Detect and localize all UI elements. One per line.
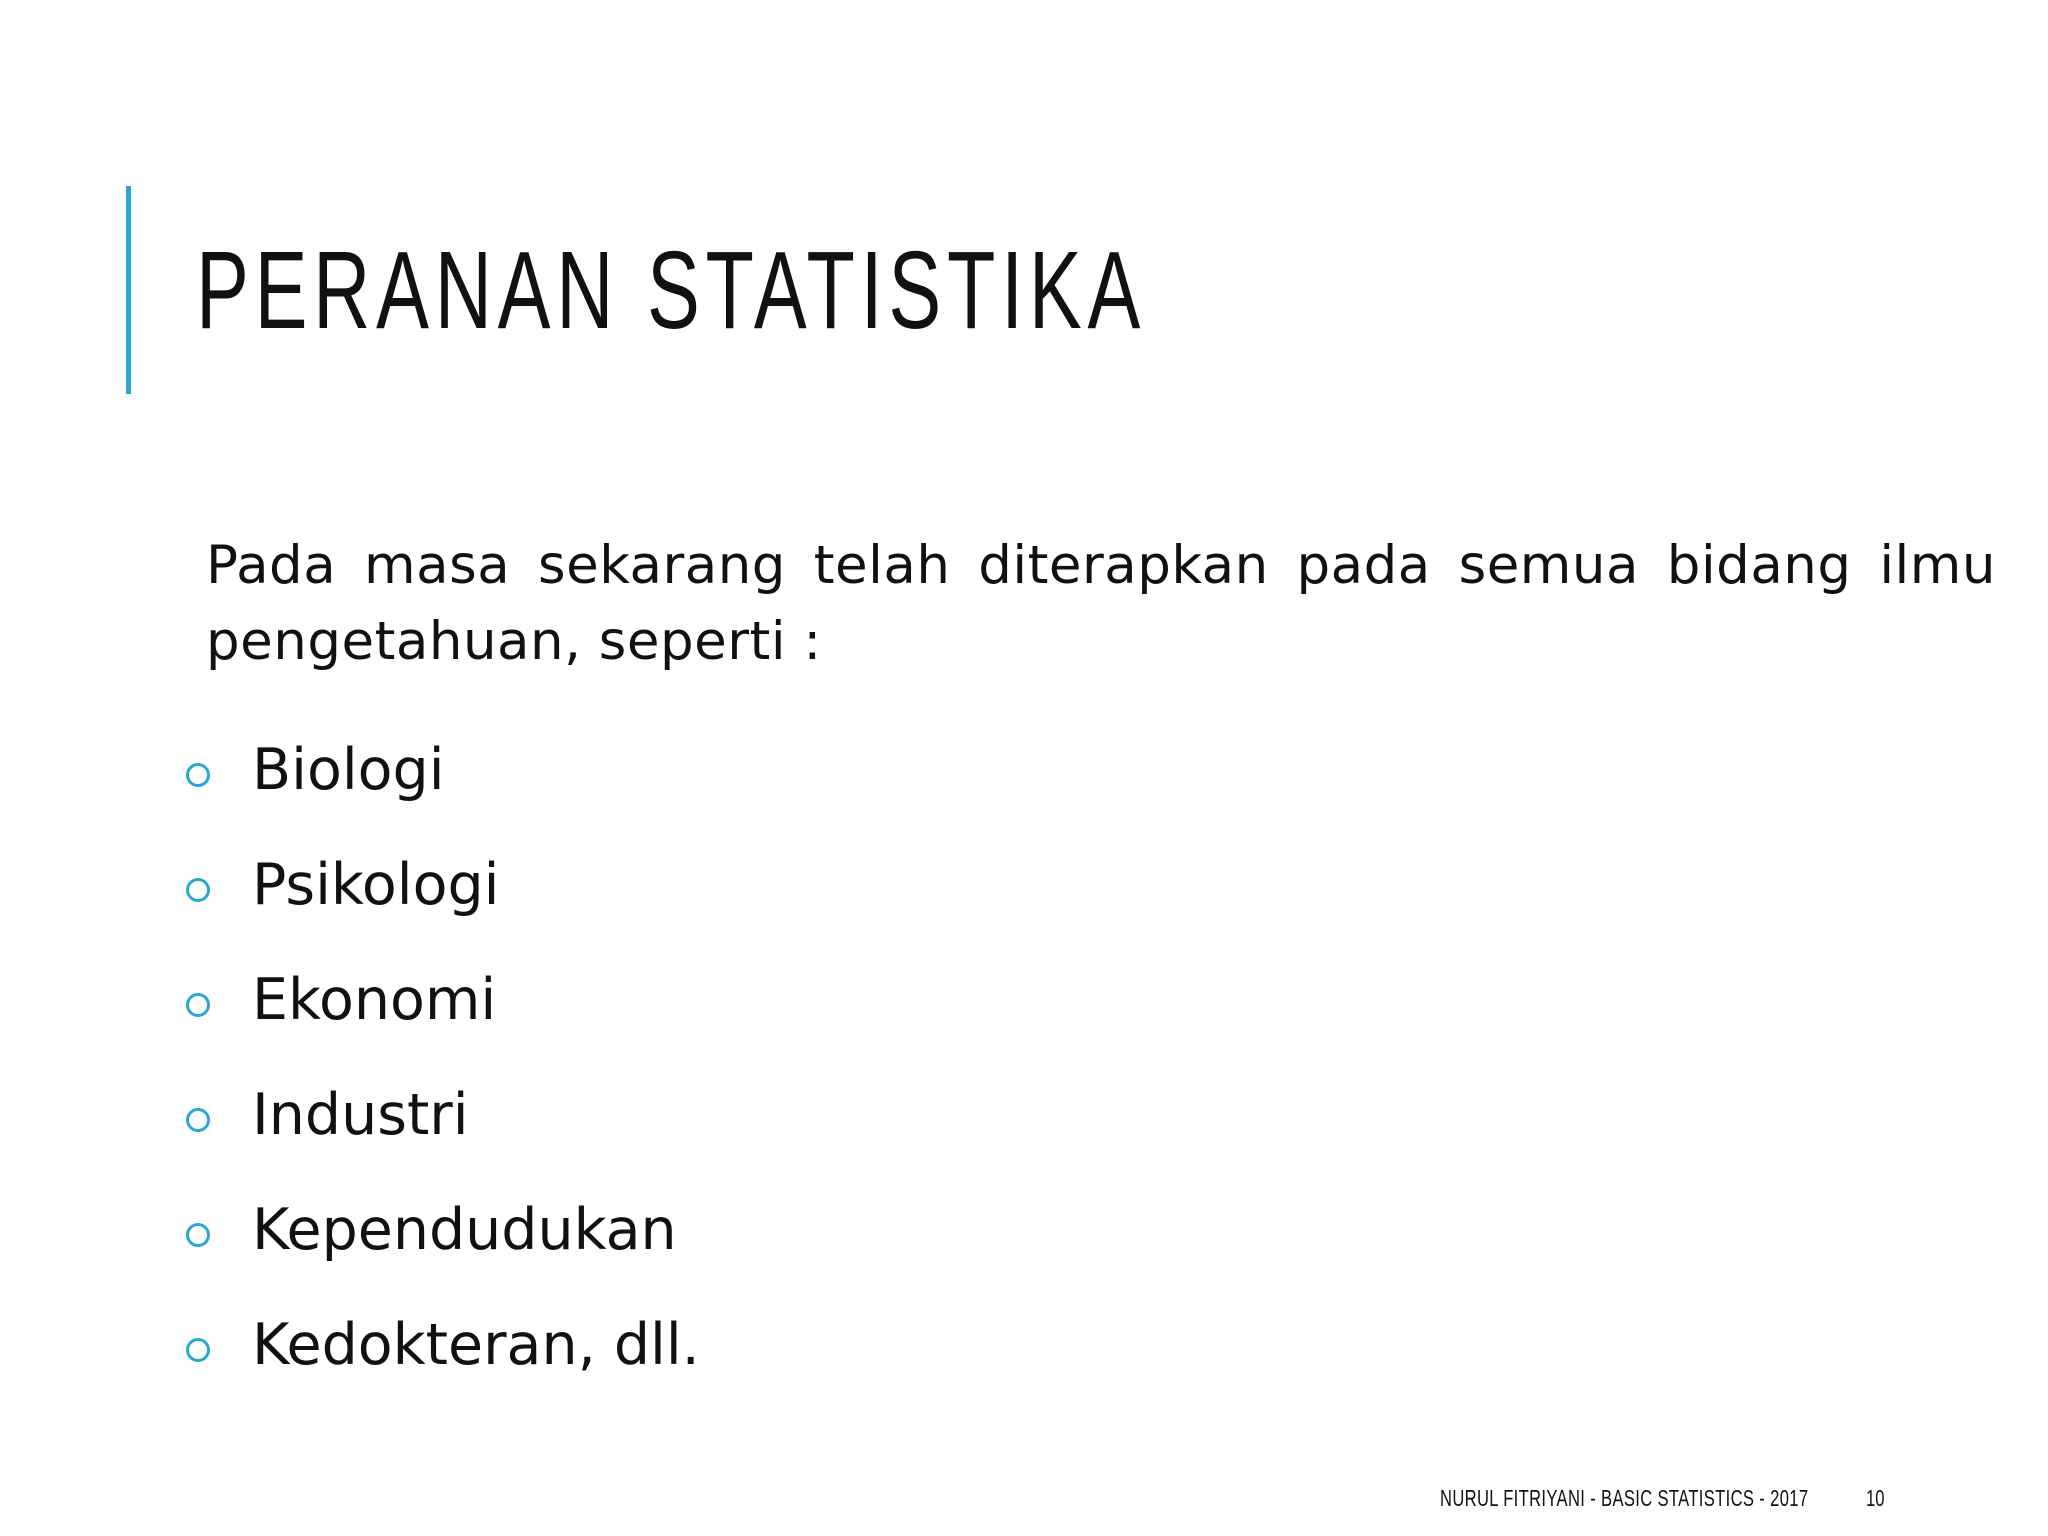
slide-title: PERANAN STATISTIKA xyxy=(196,229,1147,352)
list-item-label: Ekonomi xyxy=(252,966,497,1033)
circle-bullet-icon xyxy=(186,878,210,902)
list-item-label: Kedokteran, dll. xyxy=(252,1311,700,1378)
list-item-label: Psikologi xyxy=(252,851,500,918)
circle-bullet-icon xyxy=(186,1223,210,1247)
page-number: 10 xyxy=(1866,1485,1885,1511)
fields-list xyxy=(186,712,700,1402)
slide-footer: NURUL FITRIYANI - BASIC STATISTICS - 2017 xyxy=(1440,1485,1809,1511)
list-item xyxy=(186,1057,700,1172)
list-item-label: Biologi xyxy=(252,736,445,803)
circle-bullet-icon xyxy=(186,993,210,1017)
intro-paragraph: Pada masa sekarang telah diterapkan pada semua bidang ilmu pengetahuan, seperti : xyxy=(206,535,1996,672)
list-item xyxy=(186,712,700,827)
list-item-label: Industri xyxy=(252,1081,469,1148)
title-accent-bar xyxy=(126,186,131,394)
list-item xyxy=(186,942,700,1057)
circle-bullet-icon xyxy=(186,1108,210,1132)
list-item xyxy=(186,1287,700,1402)
list-item xyxy=(186,1172,700,1287)
list-item xyxy=(186,827,700,942)
list-item-label: Kependudukan xyxy=(252,1196,677,1263)
circle-bullet-icon xyxy=(186,1338,210,1362)
circle-bullet-icon xyxy=(186,763,210,787)
